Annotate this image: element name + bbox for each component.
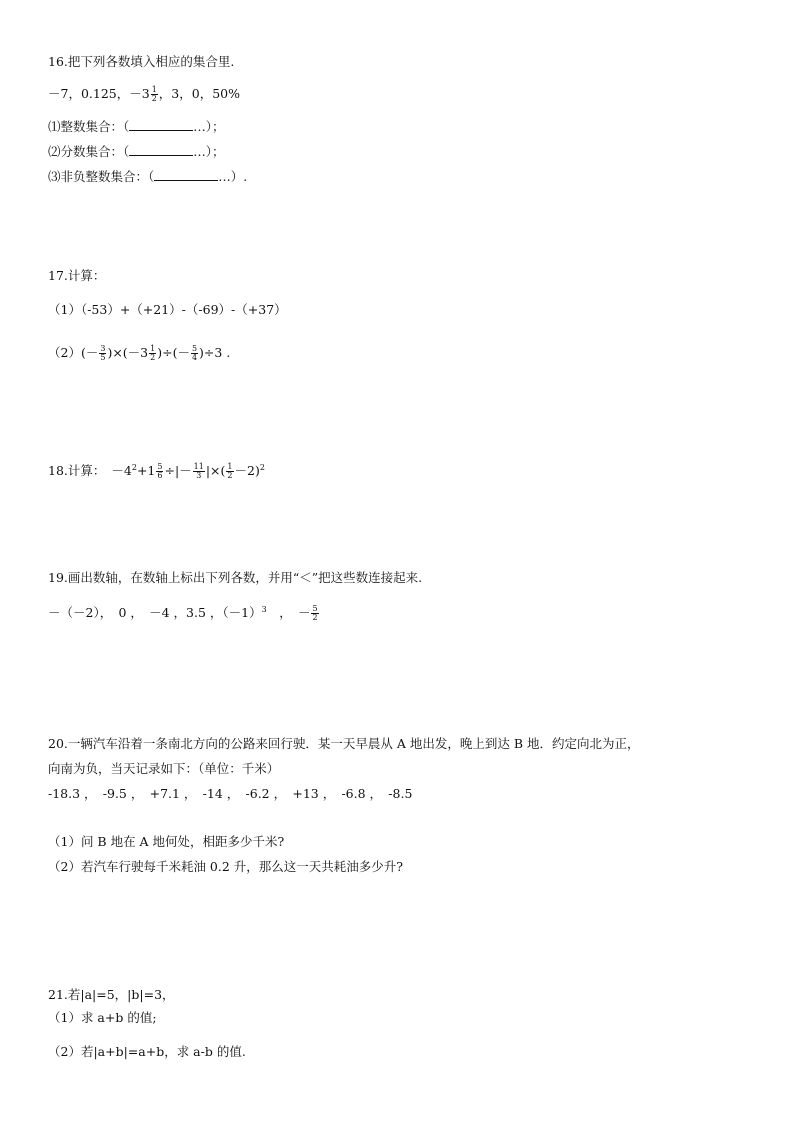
q21-part1: （1）求 a+b 的值; [48, 1010, 157, 1025]
q21-part2: （2）若|a+b|=a+b，求 a-b 的值. [48, 1044, 246, 1059]
q20-line1: 20.一辆汽车沿着一条南北方向的公路来回行驶．某一天早晨从 A 地出发，晚上到达 B 地．约定向北为正， [48, 736, 640, 751]
q17-frac1 [99, 345, 106, 362]
q16-item3-blank[interactable] [154, 169, 218, 181]
q18-frac2 [193, 463, 205, 480]
q16-frac-den: 2 [151, 94, 157, 103]
q18-expr-d: |×( [205, 463, 226, 479]
q16-item2-blank[interactable] [129, 144, 193, 156]
q18-expr-a: －4 [111, 463, 132, 479]
q16-item1 [48, 119, 225, 135]
q16-item3-label: ⑶非负整数集合：（ [48, 169, 155, 184]
q17-part2 [48, 345, 230, 362]
q19-frac-den: 2 [312, 613, 318, 623]
q18-frac2-den: 3 [196, 471, 202, 481]
q18-frac2-num: 11 [193, 462, 204, 472]
q18-frac3 [226, 463, 233, 480]
q18-frac3-den: 2 [227, 471, 233, 481]
q16-fraction [151, 86, 158, 103]
q20-line2: 向南为负，当天记录如下：（单位：千米） [48, 761, 280, 776]
q18-frac1-num: 5 [157, 462, 163, 472]
q20-part1: （1）问 B 地在 A 地何处，相距多少千米? [48, 834, 285, 849]
q16-item1-end: …）； [193, 119, 225, 134]
q20-records: -18.3 ， -9.5 ， +7.1 ， -14 ， -6.2 ， +13 ， -6.8 ， -8.5 [48, 786, 413, 801]
q18-line [48, 460, 265, 480]
q16-item2-label: ⑵分数集合：（ [48, 144, 130, 159]
q16-numbers-part-a: －7，0.125，－3 [48, 86, 150, 101]
q16-item3 [48, 169, 247, 185]
q17-part2-end: )÷3 . [199, 345, 231, 360]
q17-frac3-num: 5 [191, 344, 198, 353]
q21-title: 21.若|a|=5，|b|=3， [48, 987, 175, 1002]
q18-expr-c: ÷|－ [164, 463, 192, 479]
q16-title: 16.把下列各数填入相应的集合里. [48, 54, 235, 69]
q17-part2-mid2: )÷(－ [157, 345, 190, 360]
q19-numbers-a: －（－2）， 0 ， －4 ，3.5 ，（－1） [48, 605, 262, 621]
q17-part2-mid1: )×(－3 [107, 345, 149, 360]
q18-exp-a: 2 [131, 463, 137, 472]
q19-numbers [48, 602, 320, 622]
q18-frac1 [156, 463, 163, 480]
q16-numbers-part-b: ，3，0，50% [158, 86, 240, 101]
q16-item1-label: ⑴整数集合：（ [48, 119, 130, 134]
q16-numbers [48, 86, 240, 103]
q17-part1: （1）（-53）+（+21）-（-69）-（+37） [48, 302, 287, 317]
q17-frac1-den: 5 [100, 353, 106, 362]
q17-part2-prefix: （2）(－ [48, 345, 99, 360]
q19-title: 19.画出数轴，在数轴上标出下列各数，并用“＜”把这些数连接起来. [48, 570, 423, 585]
q17-frac1-num: 3 [100, 344, 106, 353]
q19-frac-num: 5 [312, 604, 318, 614]
q19-numbers-b: ， － [266, 605, 311, 621]
q19-exp: 3 [261, 605, 267, 614]
q19-frac [311, 605, 318, 622]
q16-frac-num: 1 [151, 85, 157, 94]
q18-exp-b: 2 [259, 463, 265, 472]
q17-title: 17.计算： [48, 268, 106, 283]
q17-frac2-den: 2 [150, 353, 156, 362]
q17-frac2-num: 1 [150, 344, 156, 353]
q16-item2 [48, 144, 225, 160]
q17-frac3-den: 4 [191, 353, 198, 362]
q16-item2-end: …）； [193, 144, 225, 159]
q16-item1-blank[interactable] [129, 119, 193, 131]
q18-expr-b: +1 [136, 463, 156, 479]
q18-expr-e: －2) [234, 463, 260, 479]
q20-part2: （2）若汽车行驶每千米耗油 0.2 升，那么这一天共耗油多少升? [48, 859, 403, 874]
q17-frac2 [149, 345, 156, 362]
q17-frac3 [191, 345, 198, 362]
q18-title: 18.计算： [48, 463, 106, 479]
q18-frac3-num: 1 [227, 462, 233, 472]
q18-frac1-den: 6 [157, 471, 163, 481]
q16-item3-end: …）. [218, 169, 248, 184]
